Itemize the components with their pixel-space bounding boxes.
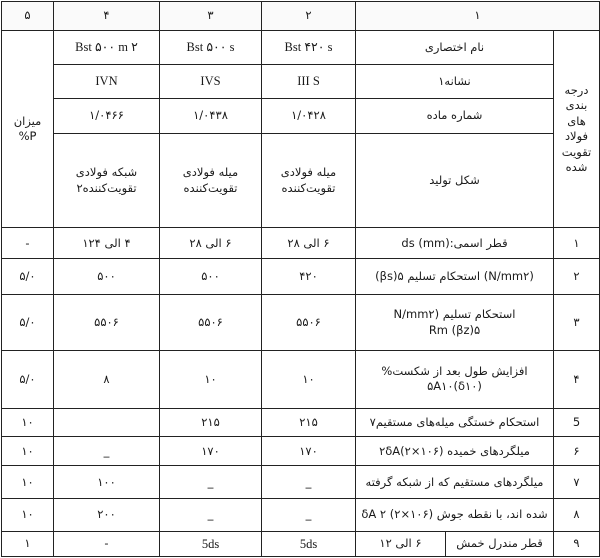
value-col3: _ (160, 499, 262, 532)
sign-col3: IVS (160, 64, 262, 98)
value-col4: ۵۵۰۶ (54, 295, 160, 351)
p-cell: ۵/۰ (2, 295, 54, 351)
sign-label: نشانه۱ (356, 64, 554, 98)
value-col2: ۱۷۰ (262, 437, 356, 466)
row-production-form (2, 133, 600, 228)
table-row (2, 295, 600, 351)
property-label: افزایش طول بعد از شکست% ۵A۱۰(δ۱۰) (356, 350, 554, 408)
abbr-col3: Bst ۵۰۰ s (160, 30, 262, 64)
col-header-1: ۱ (356, 2, 600, 31)
value-col3: _ (160, 466, 262, 499)
value-col4: ۱۰۰ (54, 466, 160, 499)
value-col2: ۶ الی ۲۸ (262, 228, 356, 259)
value-col3: ۵۵۰۶ (160, 295, 262, 351)
table-row (2, 437, 600, 466)
number-col3: ۱/۰۴۳۸ (160, 98, 262, 133)
row-number: ۸ (554, 499, 600, 532)
p-cell: ۱۰ (2, 408, 54, 437)
abbr-col4: Bst ۵۰۰ m ۲ (54, 30, 160, 64)
p-cell: ۱۰ (2, 499, 54, 532)
row-material-number (2, 98, 600, 133)
p-cell: ۱۰ (2, 437, 54, 466)
row-sign (2, 64, 600, 98)
table-row (2, 228, 600, 259)
row-number: ۴ (554, 350, 600, 408)
form-col3: میله فولادی تقویت‌کننده (160, 133, 262, 228)
p-cell: ۵/۰ (2, 259, 54, 295)
table-row (2, 466, 600, 499)
table-row (2, 408, 600, 437)
value-col3: ۵۰۰ (160, 259, 262, 295)
value-col3: ۲۱۵ (160, 408, 262, 437)
value-col3: ۱۷۰ (160, 437, 262, 466)
row-number: 5 (554, 408, 600, 437)
property-label: شده اند، با نقطه جوش (۱۰۶×۲) ۲ δA (356, 499, 554, 532)
abbr-label: نام اختصاری (356, 30, 554, 64)
value-col2: 5ds (262, 532, 356, 557)
abbr-col2: Bst ۴۲۰ s (262, 30, 356, 64)
property-label: استحکام تسلیم (N/mm۲ Rm (βz)۵ (356, 295, 554, 351)
row-number: ۱ (554, 228, 600, 259)
table-row (2, 350, 600, 408)
number-label: شماره ماده (356, 98, 554, 133)
property-label: میلگردهای مستقیم که از شبکه گرفته (356, 466, 554, 499)
form-label: شکل تولید (356, 133, 554, 228)
table-row (2, 499, 600, 532)
value-col4: ۲۰۰ (54, 499, 160, 532)
col-header-3: ۳ (160, 2, 262, 31)
property-label: میلگردهای خمیده (۱۰۶×۲)۲δA (356, 437, 554, 466)
value-col4: ۵۰۰ (54, 259, 160, 295)
col-header-4: ۴ (54, 2, 160, 31)
row-number: ۶ (554, 437, 600, 466)
p-cell: ۱ (2, 532, 54, 557)
p-cell: ۱۰ (2, 466, 54, 499)
form-col2: میله فولادی تقویت‌کننده (262, 133, 356, 228)
property-label: قطر مندرل خمش (446, 532, 554, 557)
sign-col2: III S (262, 64, 356, 98)
table-row (2, 259, 600, 295)
sign-col4: IVN (54, 64, 160, 98)
property-label: استحکام خستگی میله‌های مستقیم۷ (356, 408, 554, 437)
property-label: قطر اسمی:(ds (mm (356, 228, 554, 259)
percent-column-label: میزان P% (2, 30, 54, 228)
number-col4: ۱/۰۴۶۶ (54, 98, 160, 133)
value-col2: _ (262, 499, 356, 532)
value-col4 (54, 408, 160, 437)
value-col3: 5ds (160, 532, 262, 557)
value-col4: ۴ الی ۱۲۴ (54, 228, 160, 259)
row-number: ۹ (554, 532, 600, 557)
value-col2: ۵۵۰۶ (262, 295, 356, 351)
form-col4: شبکه فولادی تقویت‌کننده۲ (54, 133, 160, 228)
table-row-mandrel (2, 532, 600, 557)
p-cell: ۵/۰ (2, 350, 54, 408)
col-header-2: ۲ (262, 2, 356, 31)
value-col3: ۶ الی ۲۸ (160, 228, 262, 259)
value-col2: ۲۱۵ (262, 408, 356, 437)
diameter-range: ۶ الی ۱۲ (356, 532, 446, 557)
col-header-5: ۵ (2, 2, 54, 31)
column-number-row (2, 2, 600, 31)
row-abbreviation (2, 30, 600, 64)
value-col2: ۱۰ (262, 350, 356, 408)
grades-side-label: درجه بندی های فولاد تقویت شده (554, 30, 600, 228)
value-col4: _ (54, 437, 160, 466)
value-col2: ۴۲۰ (262, 259, 356, 295)
row-number: ۲ (554, 259, 600, 295)
value-col4: ۸ (54, 350, 160, 408)
value-col2: _ (262, 466, 356, 499)
value-col3: ۱۰ (160, 350, 262, 408)
p-cell: - (2, 228, 54, 259)
row-number: ۷ (554, 466, 600, 499)
property-label: (N/mm۲) استحکام تسلیم ۵(βs) (356, 259, 554, 295)
value-col4: - (54, 532, 160, 557)
row-number: ۳ (554, 295, 600, 351)
steel-grades-table (1, 1, 600, 557)
number-col2: ۱/۰۴۲۸ (262, 98, 356, 133)
